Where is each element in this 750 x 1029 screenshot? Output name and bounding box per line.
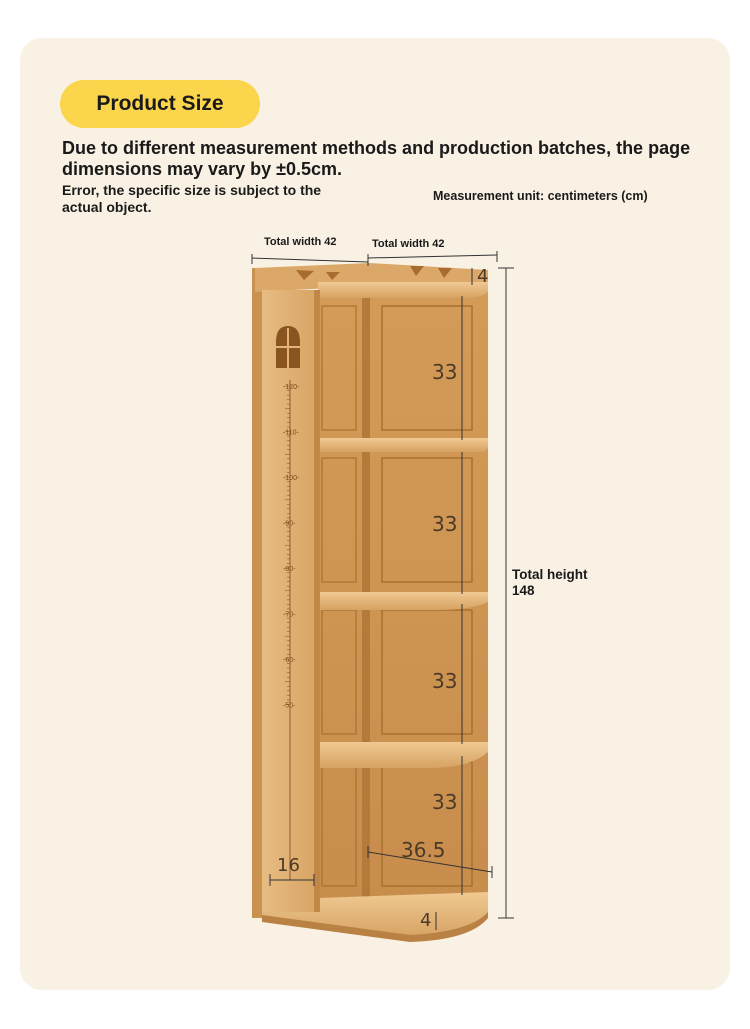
side-panel-edge bbox=[314, 290, 320, 912]
window-icon bbox=[276, 326, 300, 368]
measurement-notice-secondary: Error, the specific size is subject to the actual object. bbox=[62, 182, 322, 215]
ruler-tick-label: -100- bbox=[283, 475, 300, 482]
ruler-tick-label: -80- bbox=[283, 566, 296, 573]
measurement-unit: Measurement unit: centimeters (cm) bbox=[433, 189, 648, 203]
shelf-top bbox=[318, 282, 488, 298]
ruler-tick-label: -60- bbox=[283, 657, 296, 664]
side-depth-label: 16 bbox=[277, 855, 300, 876]
ruler-tick-label: -110- bbox=[283, 429, 299, 437]
ruler-tick-label: -90- bbox=[283, 520, 296, 528]
shelf-height-2: 33 bbox=[432, 512, 458, 536]
bottom-thickness-label: 4 bbox=[420, 910, 432, 931]
shelf-height-4: 33 bbox=[432, 790, 458, 814]
ruler-tick-label: -70- bbox=[283, 611, 296, 619]
width-label-right: Total width 42 bbox=[372, 238, 445, 250]
ruler-tick-label: -120- bbox=[283, 384, 300, 391]
top-thickness-label: 4 bbox=[477, 266, 489, 287]
shelf-height-3: 33 bbox=[432, 669, 458, 693]
ruler-tick-label: -50- bbox=[283, 702, 296, 710]
shelf-2 bbox=[318, 438, 488, 452]
height-label: Total height 148 bbox=[512, 567, 588, 598]
width-label-left: Total width 42 bbox=[264, 236, 337, 248]
shelf-depth-label: 36.5 bbox=[401, 838, 446, 862]
left-post bbox=[252, 268, 262, 918]
measurement-notice: Due to different measurement methods and production batches, the page dimensions may vary by ±0.5cm. bbox=[62, 138, 691, 179]
page-title: Product Size bbox=[96, 92, 224, 115]
shelf-height-1: 33 bbox=[432, 360, 458, 384]
